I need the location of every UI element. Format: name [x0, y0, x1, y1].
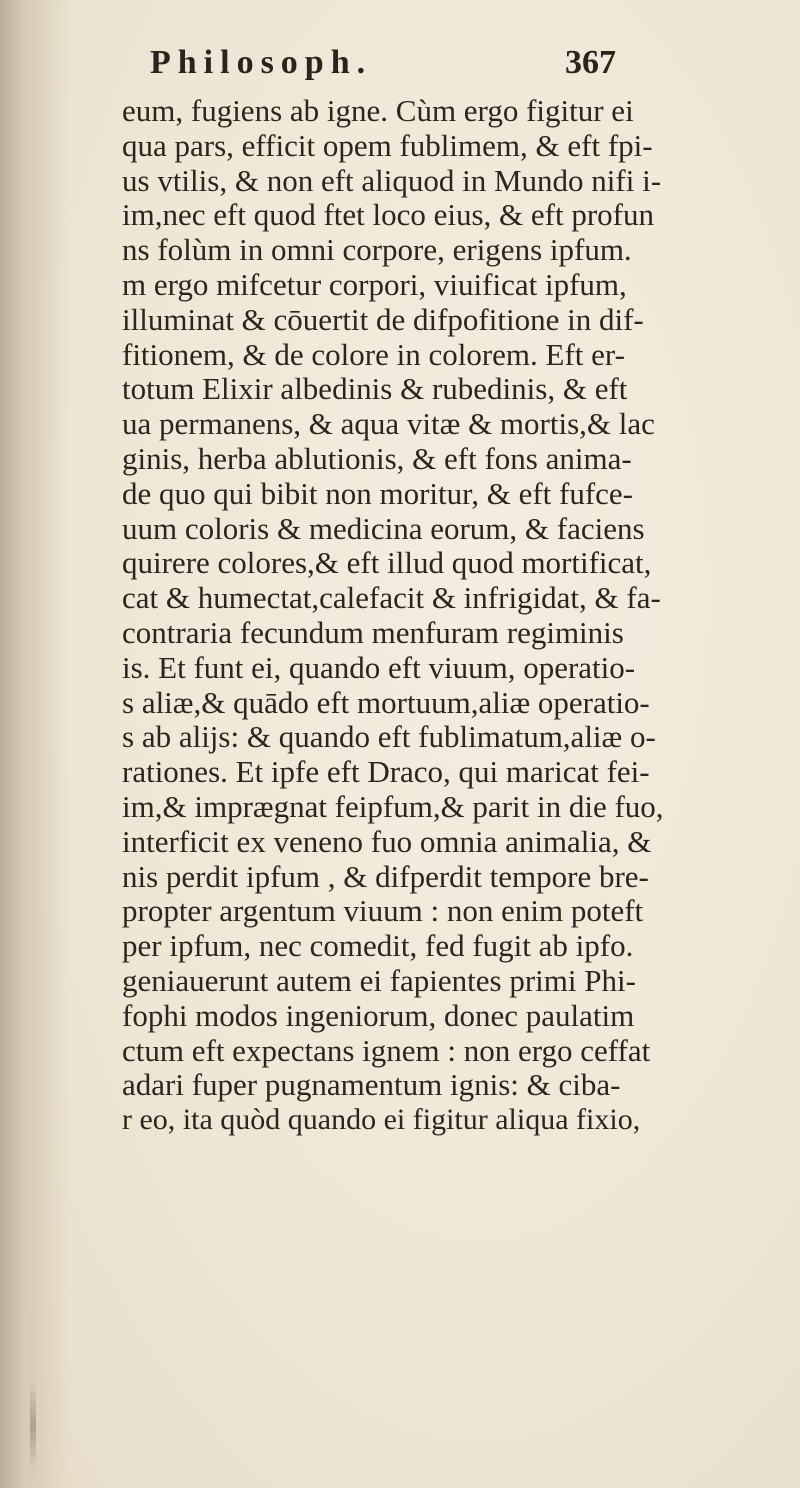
text-line: contraria fecundum menfuram regiminis — [122, 615, 624, 650]
text-line: im,& imprægnat feipfum,& parit in die fuo, — [122, 789, 664, 824]
page-header — [0, 44, 800, 94]
text-line: is. Et funt ei, quando eft viuum, operatio- — [122, 650, 636, 685]
body-text — [122, 94, 782, 1138]
text-line: illuminat & cōuertit de difpofitione in dif- — [122, 302, 644, 337]
binding-gutter-shadow — [0, 0, 70, 1488]
running-head: Philosoph. — [150, 44, 373, 81]
text-line: adari fuper pugnamentum ignis: & ciba- — [122, 1068, 621, 1103]
text-line: ua permanens, & aqua vitæ & mortis,& lac — [122, 407, 655, 442]
text-line: de quo qui bibit non moritur, & eft fufce- — [122, 476, 634, 511]
text-line: propter argentum viuum : non enim poteft — [122, 894, 644, 929]
text-line: s aliæ,& quādo eft mortuum,aliæ operatio- — [122, 685, 650, 720]
text-line: ginis, herba ablutionis, & eft fons anima- — [122, 441, 632, 476]
text-line: quirere colores,& eft illud quod mortificat, — [122, 546, 652, 581]
text-line: interficit ex veneno fuo omnia animalia, & — [122, 824, 652, 859]
text-line: fitionem, & de colore in colorem. Eft er- — [122, 337, 625, 372]
text-line: r eo, ita quòd quando ei figitur aliqua fixio, — [122, 1103, 641, 1137]
text-line: ctum eft expectans ignem : non ergo ceffat — [122, 1033, 651, 1068]
text-line: nis perdit ipfum , & difperdit tempore bre- — [122, 859, 649, 894]
text-line: rationes. Et ipfe eft Draco, qui maricat fei- — [122, 755, 650, 790]
text-line: s ab alijs: & quando eft fublimatum,aliæ o- — [122, 720, 656, 755]
page-number: 367 — [565, 44, 616, 81]
text-line: eum, fugiens ab igne. Cùm ergo figitur ei — [122, 94, 634, 128]
text-line: per ipfum, nec comedit, fed fugit ab ipfo. — [122, 929, 634, 964]
text-line: cat & humectat,calefacit & infrigidat, & fa- — [122, 581, 661, 616]
text-line: uum coloris & medicina eorum, & faciens — [122, 511, 645, 546]
text-line: fophi modos ingeniorum, donec paulatim — [122, 998, 635, 1033]
text-line: us vtilis, & non eft aliquod in Mundo nifi i- — [122, 163, 662, 198]
text-line: m ergo mifcetur corpori, viuificat ipfum, — [122, 267, 627, 302]
text-line: geniauerunt autem ei fapientes primi Phi- — [122, 963, 636, 998]
text-line: ns folùm in omni corpore, erigens ipfum. — [122, 233, 632, 268]
text-line: qua pars, efficit opem fublimem, & eft fpi- — [122, 128, 653, 163]
text-line: totum Elixir albedinis & rubedinis, & eft — [122, 372, 628, 407]
page-edge-mark — [30, 1380, 36, 1470]
text-line: im,nec eft quod ftet loco eius, & eft profun — [122, 198, 655, 233]
